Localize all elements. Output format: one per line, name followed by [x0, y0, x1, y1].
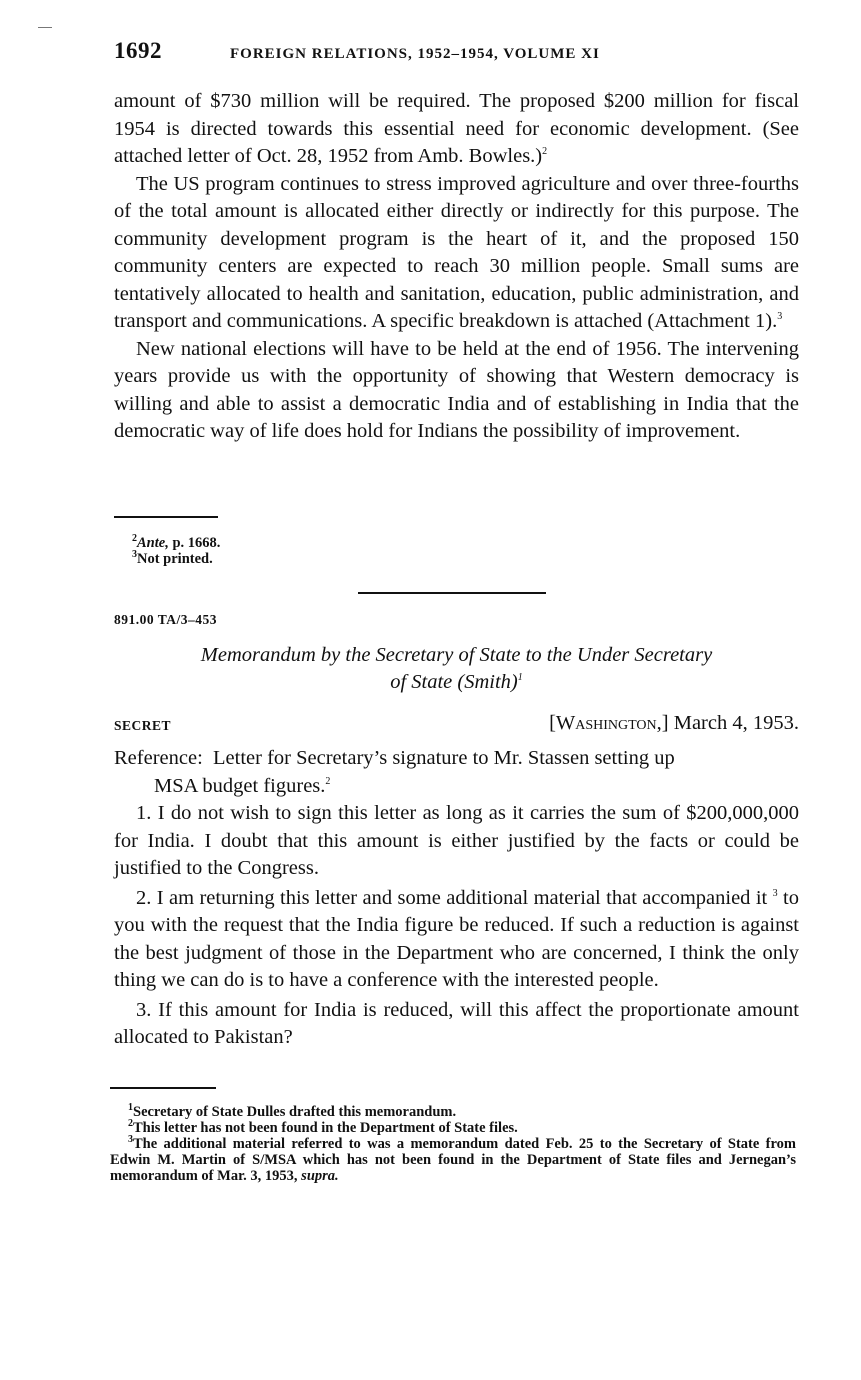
- document-file-number: 891.00 TA/3–453: [114, 612, 218, 627]
- footnote-item: $^1$Secretary of State Dulles drafted this memorandum.: [128, 1102, 457, 1120]
- paragraph-elections: New national elections will have to be held at the end of 1956. The intervening years provide us with the opportunity of showing that Western democracy is willing and able to assist a democratic India and of establishing in India that the democratic way of life does hold for Indians the possibility of improvement.: [114, 337, 799, 442]
- running-head: FOREIGN RELATIONS, 1952–1954, VOLUME XI: [230, 46, 600, 62]
- memo-paragraph-2: 2. I am returning this letter and some additional material that accompanied it $^3$ to you with the request that the India figure be reduced. If such a reduction is against the best judgment of those in the Department who are concerned, I think the only thing we can do is to have a conference with the interested people.: [114, 886, 799, 991]
- reference-line: Reference: Letter for Secretary’s signature to Mr. Stassen setting up MSA budget figures.$^2$: [114, 747, 675, 797]
- memo-footnotes: [110, 1104, 796, 1184]
- paragraph-continuation: amount of $730 million will be required. The proposed $200 million for fiscal 1954 is directed towards this essential need for economic development. (See attached letter of Oct. 28, 1952 from Amb. Bowles.)$^2$: [114, 90, 799, 167]
- footnote-rule: [114, 516, 218, 518]
- section-divider: [358, 592, 546, 594]
- footnote-rule: [110, 1087, 216, 1089]
- page-number: 1692: [114, 38, 162, 63]
- footnote-item: $^2$This letter has not been found in the Department of State files.: [128, 1118, 518, 1136]
- reference-label: Reference:: [114, 747, 203, 769]
- footnote-item: $^2$Ante, p. 1668.: [132, 533, 221, 551]
- footnote-item: $^3$Not printed.: [132, 549, 213, 567]
- classification-label: SECRET: [114, 718, 172, 733]
- top-section: [114, 88, 799, 446]
- page-header: [114, 38, 804, 70]
- scan-mark: [38, 27, 52, 28]
- document-title: Memorandum by the Secretary of State to the Under Secretary of State (Smith)$^1$: [200, 644, 713, 693]
- footnote-ref: 3: [772, 887, 778, 899]
- memo-paragraph-3: 3. If this amount for India is reduced, will this affect the proportionate amount allocated to Pakistan?: [114, 998, 799, 1048]
- footnote-ref: 2: [325, 775, 331, 787]
- footnote-ref: 2: [542, 146, 548, 158]
- top-footnotes: [132, 535, 432, 567]
- footnote-ref: 1: [517, 672, 523, 684]
- dateline: [Washington,] March 4, 1953.: [549, 712, 799, 734]
- footnote-ref: 3: [777, 311, 783, 323]
- footnote-item: $^3$The additional material referred to was a memorandum dated Feb. 25 to the Secretary of State from Edwin M. Martin of S/MSA which has not been found in the Department of State files and Jernegan’s memorandum of Mar. 3, 1953, supra.: [110, 1134, 796, 1184]
- memo-paragraph-1: 1. I do not wish to sign this letter as long as it carries the sum of $200,000,000 for India. I doubt that this amount is either justified by the facts or could be justified to the Congress.: [114, 802, 799, 879]
- memo-body: [114, 800, 799, 1052]
- paragraph-program: The US program continues to stress improved agriculture and over three-fourths of the total amount is allocated either directly or indirectly for this purpose. The community development program is the heart of it, and the proposed 150 community centers are expected to reach 30 million people. Small sums are tentatively allocated to health and sanitation, education, public administration, and transport and communications. A specific breakdown is attached (Attachment 1).$^3$: [114, 172, 799, 332]
